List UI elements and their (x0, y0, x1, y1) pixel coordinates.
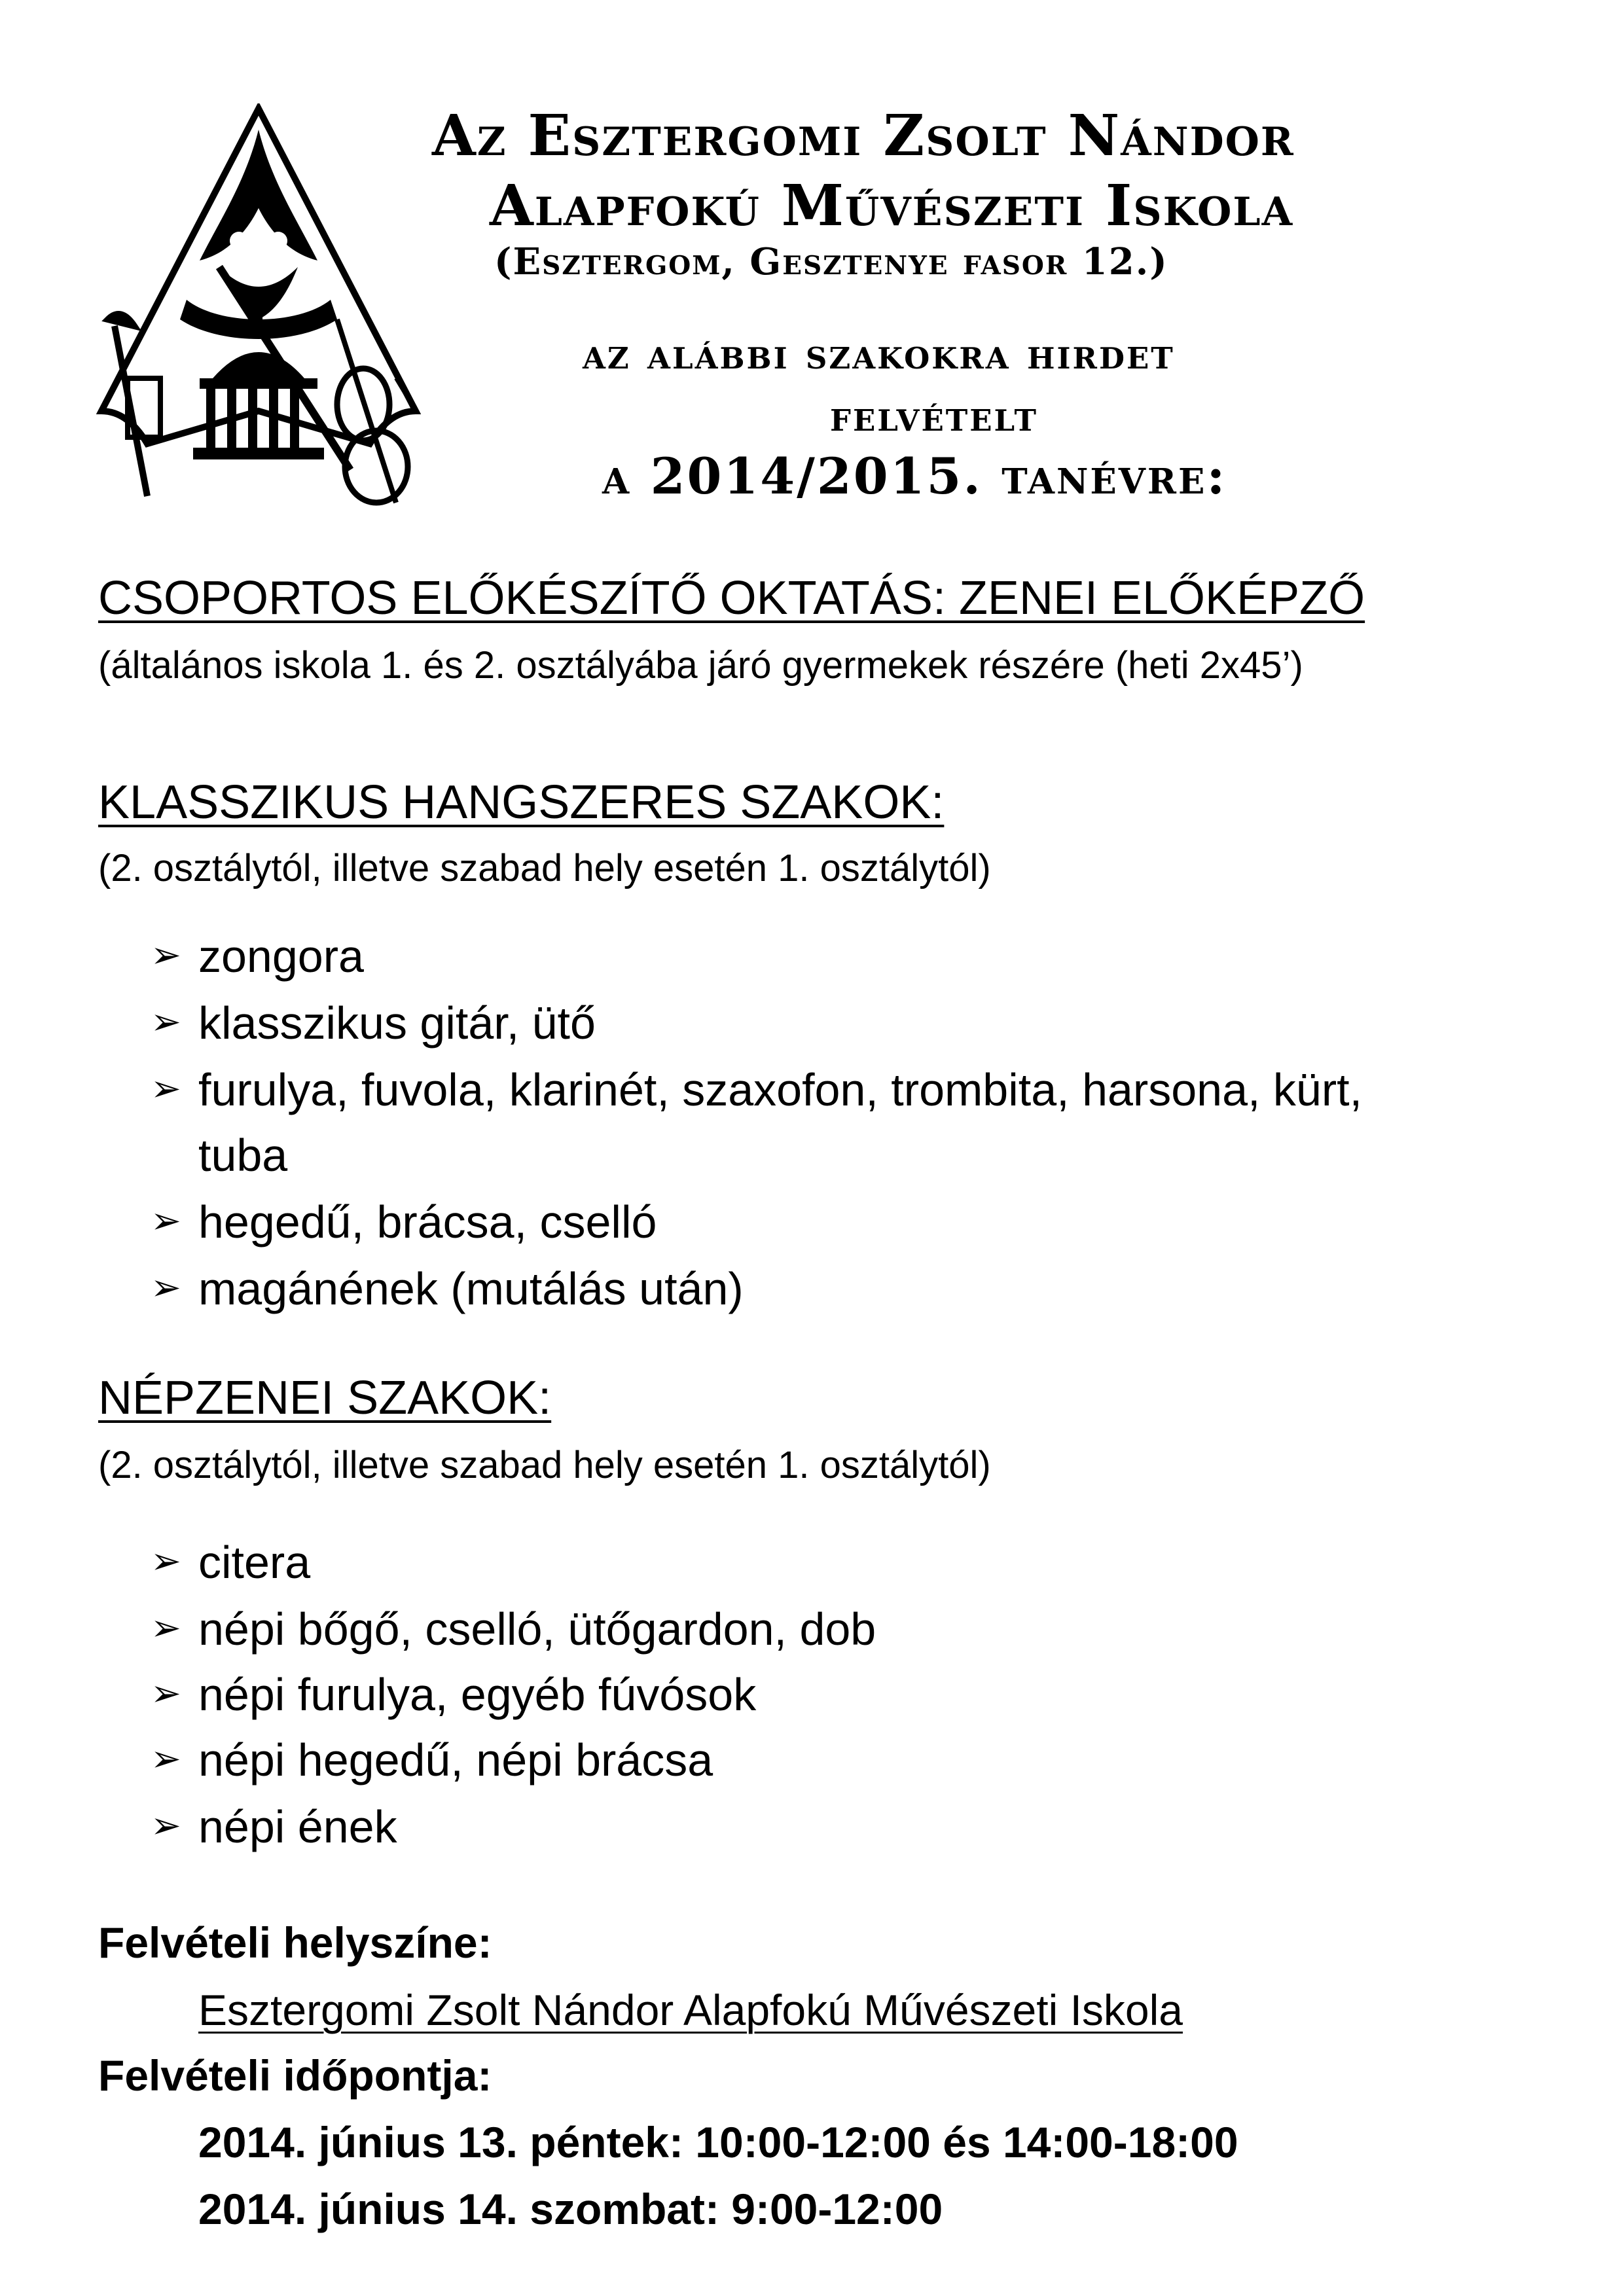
list-item: magánének (mutálás után) (198, 1263, 744, 1314)
location-label: Felvételi helyszíne: (98, 1918, 492, 1967)
school-name-line1: Az Esztergomi Zsolt Nándor (432, 103, 1295, 169)
list-item: zongora (198, 931, 364, 982)
folk-section-title: NÉPZENEI SZAKOK: (98, 1372, 552, 1424)
school-name-line2: Alapfokú Művészeti Iskola (490, 173, 1294, 239)
bullet-arrow-icon: ➢ (151, 1804, 181, 1847)
list-item: népi furulya, egyéb fúvósok (198, 1669, 757, 1720)
announcement-line1: az alábbi szakokra hirdet (583, 330, 1175, 379)
school-address: (Esztergom, Gesztenye fasor 12.) (494, 240, 1168, 283)
location-value: Esztergomi Zsolt Nándor Alapfokú Művészeti Iskola (198, 1986, 1183, 2034)
announcement-line3: a 2014/2015. tanévre: (602, 447, 1227, 505)
list-item: citera (198, 1537, 311, 1588)
folk-section-note: (2. osztálytól, illetve szabad hely esetén 1. osztálytól) (98, 1444, 991, 1486)
bullet-arrow-icon: ➢ (151, 1607, 181, 1649)
time-slot-1: 2014. június 13. péntek: 10:00-12:00 és 14:00-18:00 (198, 2118, 1238, 2166)
classical-section-title: KLASSZIKUS HANGSZERES SZAKOK: (98, 776, 945, 829)
bullet-arrow-icon: ➢ (151, 934, 181, 977)
prep-section-title: CSOPORTOS ELŐKÉSZÍTŐ OKTATÁS: ZENEI ELŐKÉPZŐ (98, 572, 1365, 624)
list-item: népi hegedű, népi brácsa (198, 1734, 713, 1785)
list-item-continuation: tuba (198, 1130, 288, 1181)
bullet-arrow-icon: ➢ (151, 1001, 181, 1043)
bullet-arrow-icon: ➢ (151, 1200, 181, 1242)
list-item: hegedű, brácsa, cselló (198, 1196, 657, 1247)
list-item: klasszikus gitár, ütő (198, 997, 596, 1049)
list-item: népi bőgő, cselló, ütőgardon, dob (198, 1604, 876, 1655)
bullet-arrow-icon: ➢ (151, 1266, 181, 1309)
bullet-arrow-icon: ➢ (151, 1540, 181, 1583)
list-item: népi ének (198, 1801, 397, 1852)
bullet-arrow-icon: ➢ (151, 1738, 181, 1780)
classical-section-note: (2. osztálytól, illetve szabad hely esetén 1. osztálytól) (98, 847, 991, 889)
announcement-line2: felvételt (830, 392, 1039, 441)
bullet-arrow-icon: ➢ (151, 1067, 181, 1110)
list-item: furulya, fuvola, klarinét, szaxofon, trombita, harsona, kürt, (198, 1064, 1363, 1115)
time-slot-2: 2014. június 14. szombat: 9:00-12:00 (198, 2185, 943, 2233)
music-school-emblem-icon (88, 103, 429, 509)
bullet-arrow-icon: ➢ (151, 1672, 181, 1715)
prep-section-note: (általános iskola 1. és 2. osztályába járó gyermekek részére (heti 2x45’) (98, 644, 1303, 687)
time-label: Felvételi időpontja: (98, 2051, 492, 2100)
